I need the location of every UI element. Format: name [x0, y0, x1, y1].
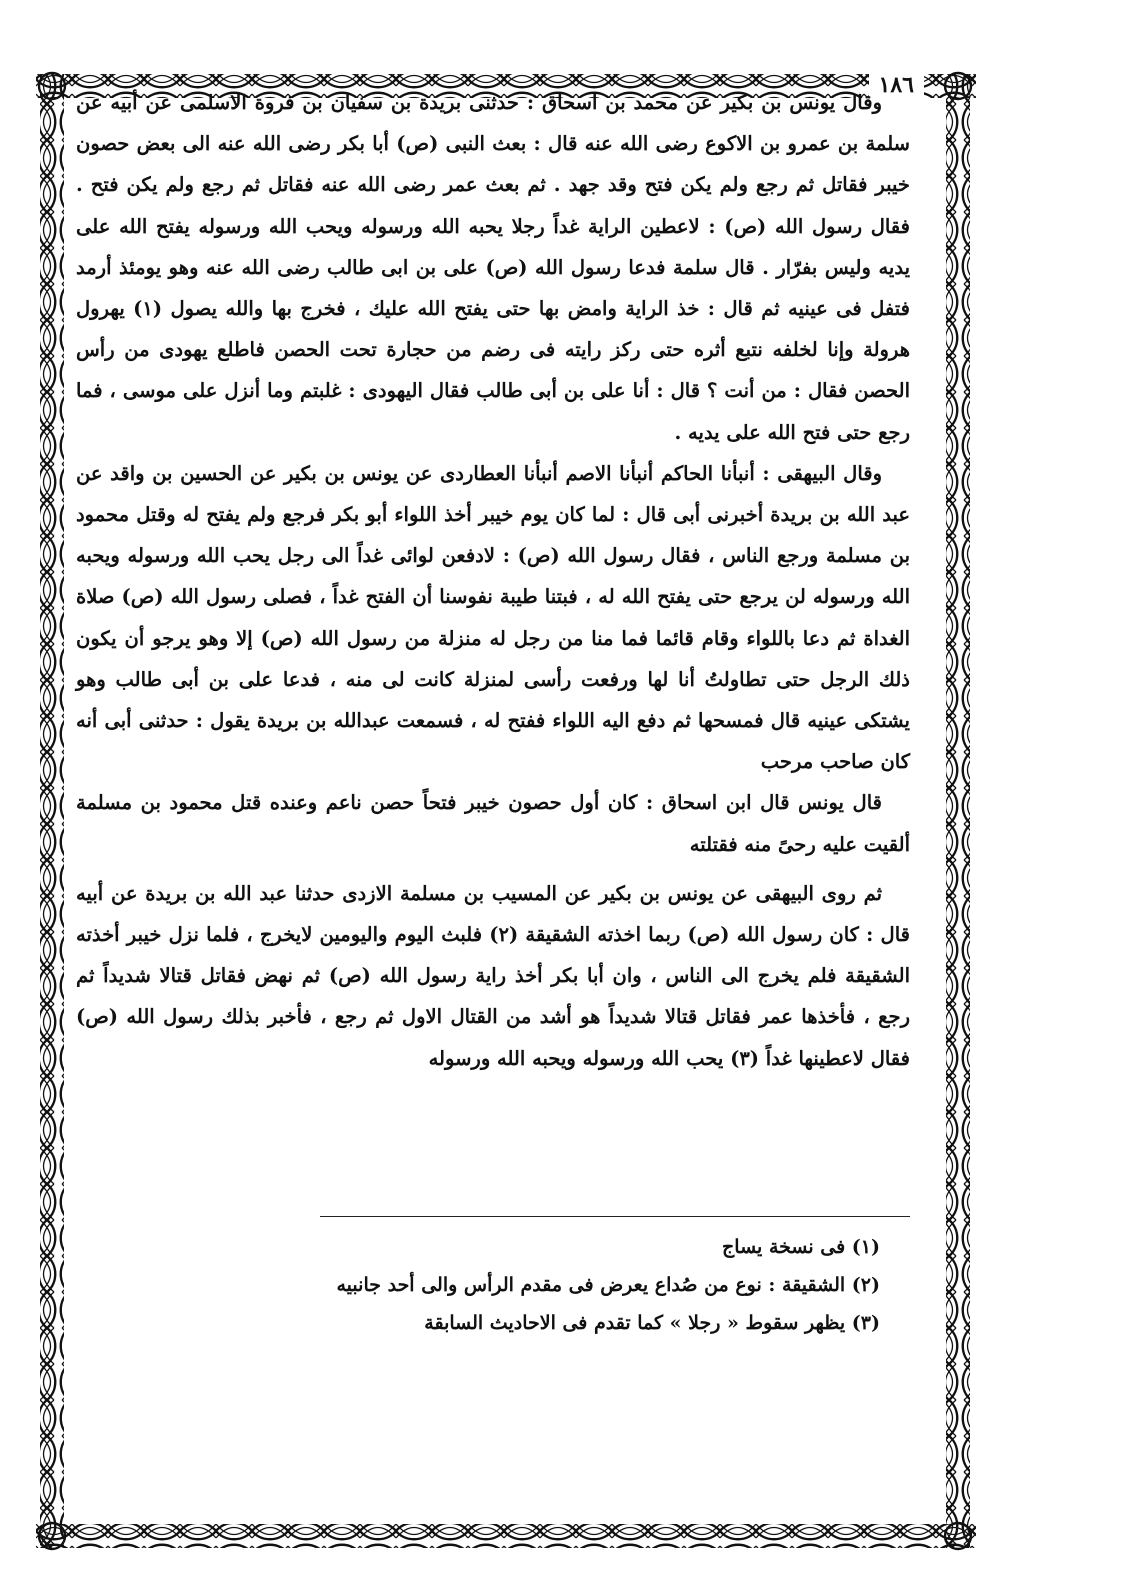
paragraph: ثم روى البيهقى عن يونس بن بكير عن المسيب بن مسلمة الازدى حدثنا عبد الله بن بريدة عن أبيه قال : كان رسول الله (ص) ربما اخذته الشقيقة (٢) فلبث اليوم واليومين لايخرج ، فلما نزل خيبر أخذته الشقيقة فلم يخرج الى الناس ، وان أبا بكر أخذ راية رسول الله (ص) ثم نهض فقاتل قتالا شديداً ثم رجع ، فأخذها عمر فقاتل قتالا شديداً هو أشد من القتال الاول ثم رجع ، فأخبر بذلك رسول الله (ص) فقال لاعطينها غداً (٣) يحب الله ورسوله ويحبه الله ورسوله [76, 881, 910, 1070]
paragraph: وقال البيهقى : أنبأنا الحاكم أنبأنا الاصم أنبأنا العطاردى عن يونس بن بكير عن الحسين بن واقد عن عبد الله بن بريدة أخبرنى أبى قال : لما كان يوم خيبر أخذ اللواء أبو بكر فرجع ولم يفتح له وقتل محمود بن مسلمة ورجع الناس ، فقال رسول الله (ص) : لادفعن لوائى غداً الى رجل يحب الله ورسوله ويحبه الله ورسوله لن يرجع حتى يفتح الله له ، فبتنا طيبة نفوسنا أن الفتح غداً ، فصلى رسول الله (ص) صلاة الغداة ثم دعا باللواء وقام قائما فما منا من رجل له منزلة من رسول الله (ص) إلا وهو يرجو أن يكون ذلك الرجل حتى تطاولتُ أنا لها ورفعت رأسى لمنزلة كانت لى منه ، فدعا على بن أبى طالب وهو يشتكى عينيه قال فمسحها ثم دفع اليه اللواء ففتح له ، فسمعت عبدالله بن بريدة يقول : حدثنى أبى أنه كان صاحب مرحب [76, 461, 910, 774]
paragraph: وقال يونس بن بكير عن محمد بن اسحاق : حدثنى بريدة بن سفيان بن فروة الاسلمى عن أبيه عن سلمة بن عمرو بن الاكوع رضى الله عنه قال : بعث النبى (ص) أبا بكر رضى الله عنه الى بعض حصون خيبر فقاتل ثم رجع ولم يكن فتح وقد جهد . ثم بعث عمر رضى الله عنه فقاتل ثم رجع ولم يكن فتح . فقال رسول الله (ص) : لاعطين الراية غداً رجلا يحبه الله ورسوله ويحب الله ورسوله يفتح الله على يديه وليس بفرّار . قال سلمة فدعا رسول الله (ص) على بن ابى طالب رضى الله عنه وهو يومئذ أرمد فتفل فى عينيه ثم قال : خذ الراية وامض بها حتى يفتح الله عليك ، فخرج بها والله يصول (١) يهرول هرولة وإنا لخلفه نتبع أثره حتى ركز رايته فى رضم من حجارة تحت الحصن فاطلع يهودى من رأس الحصن فقال : من أنت ؟ قال : أنا على بن أبى طالب فقال اليهودى : غلبتم وما أنزل على موسى ، فما رجع حتى فتح الله على يديه . [76, 91, 910, 444]
footnote-3: (٣) يظهر سقوط « رجلا » كما تقدم فى الاحاديث السابقة [424, 1312, 880, 1334]
footnote-2: (٢) الشقيقة : نوع من صُداع يعرض فى مقدم الرأس والى أحد جانبيه [336, 1274, 880, 1296]
footnotes [100, 1228, 880, 1342]
paragraph: قال يونس قال ابن اسحاق : كان أول حصون خيبر فتحاً حصن ناعم وعنده قتل محمود بن مسلمة ألقيت عليه رحىً منه فقتلته [76, 791, 910, 856]
footnote-separator [320, 1216, 910, 1217]
main-text [76, 82, 910, 1079]
page-number: ١٨٦ [869, 72, 924, 98]
footnote-1: (١) فى نسخة يساج [722, 1236, 880, 1258]
